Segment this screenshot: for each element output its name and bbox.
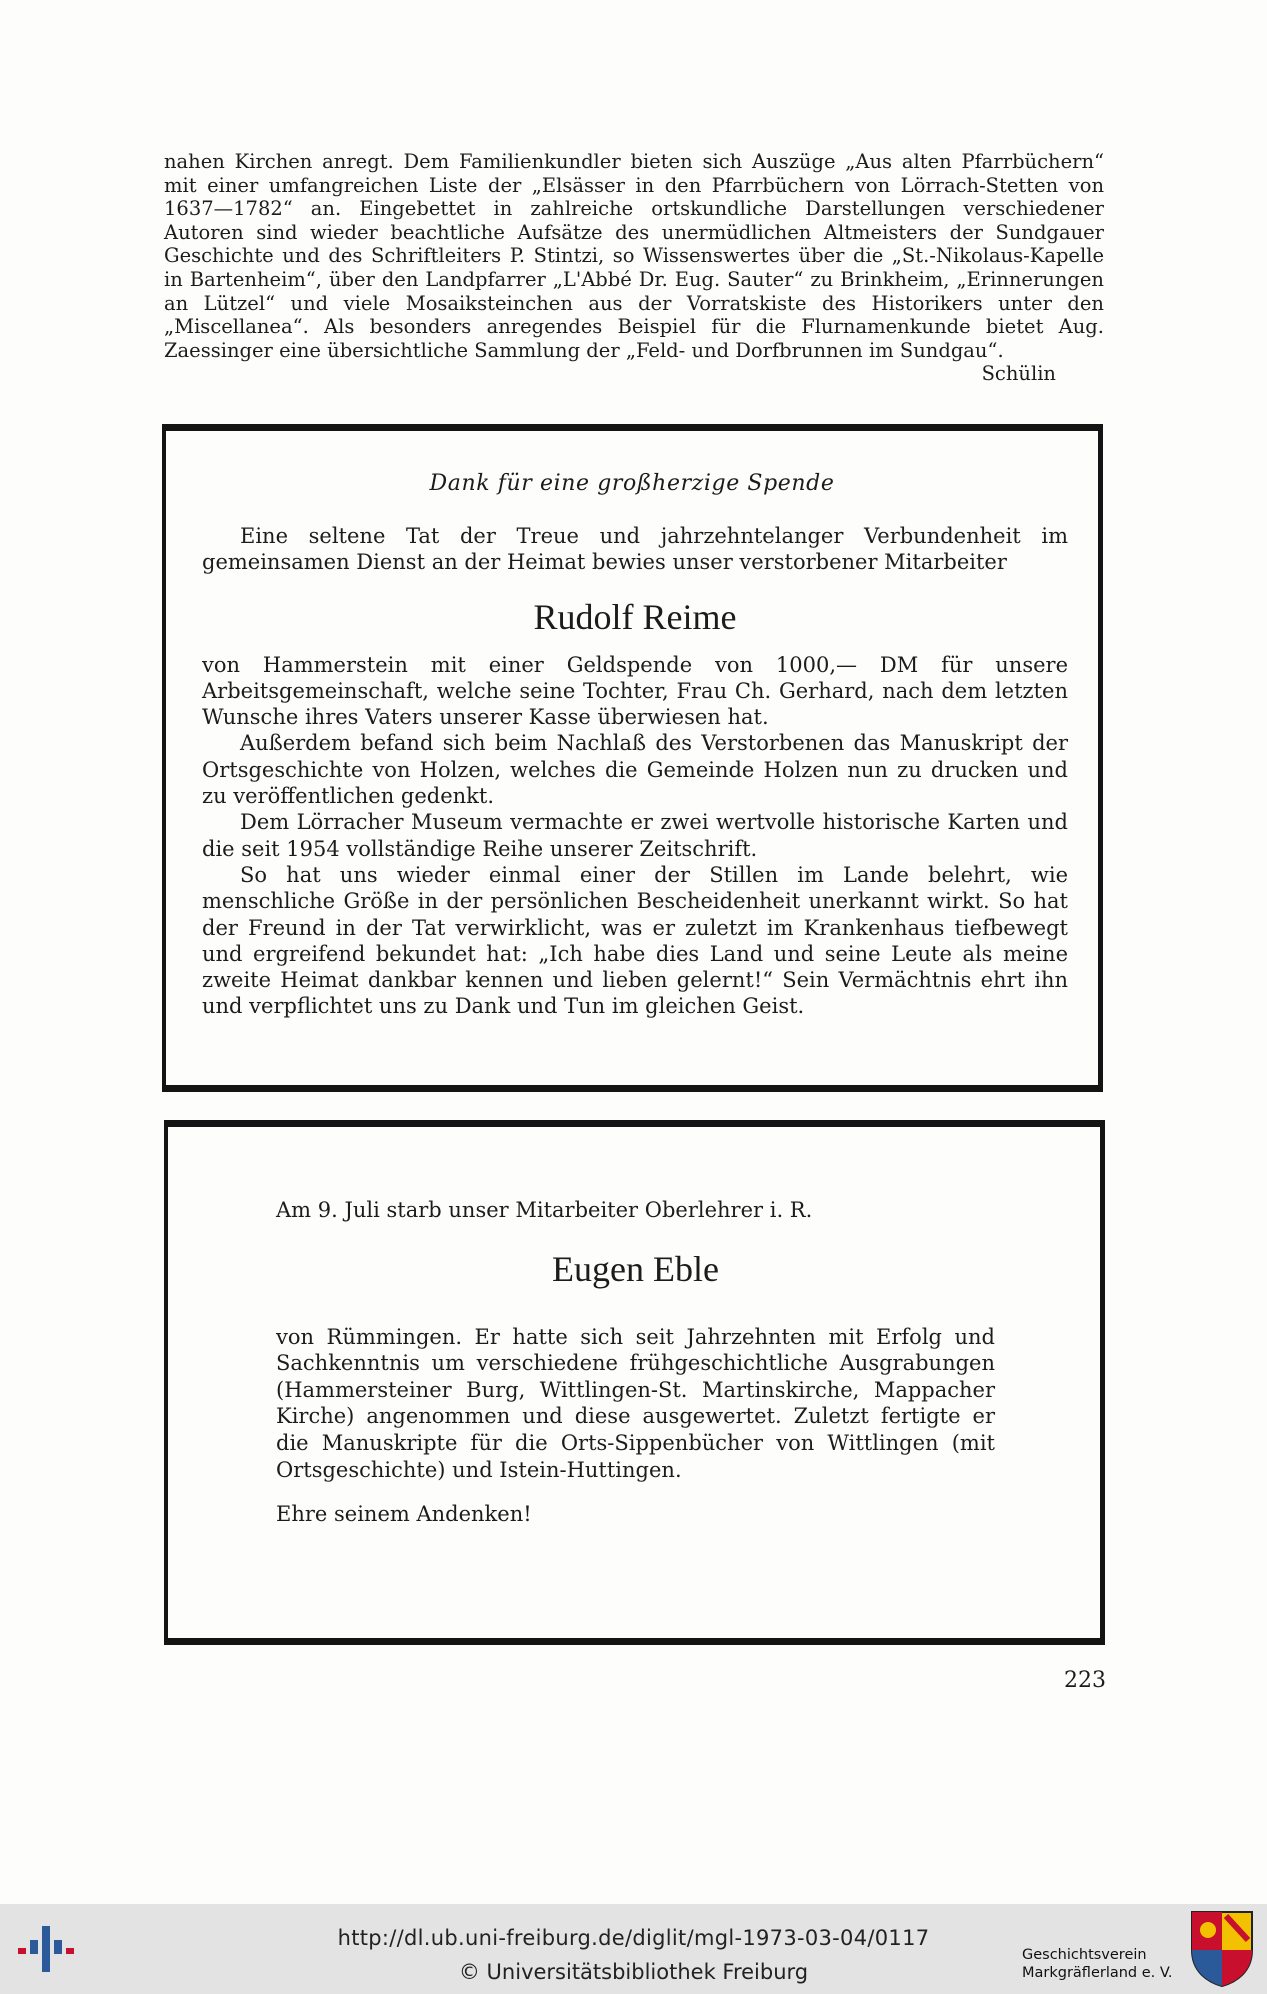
donation-heading: Dank für eine großherzige Spende xyxy=(429,471,835,496)
review-paragraph: nahen Kirchen anregt. Dem Familienkundler bieten sich Auszüge „Aus alten Pfarrbüchern“ mit einer umfangreichen Liste der „Elsässer in den Pfarrbüchern von Lörrach-Stetten von 1637—1782“ an. Eingebettet in zahlreiche ortskundliche Darstellungen verschiedener Autoren sind wieder beachtliche Aufsätze des unermüdlichen Altmeisters der Sundgauer Geschichte und des Schriftleiters P. Stintzi, so Wissenswertes über die „St.-Nikolaus-Kapelle in Bartenheim“, über den Landpfarrer „L'Abbé Dr. Eug. Sauter“ zu Brinkheim, „Erinnerungen an Lützel“ und viele Mosaiksteinchen aus der Vorratskiste des Historikers unter den „Miscellanea“. Als besonders anregendes Beispiel für die Flurnamenkunde bietet Aug. Zaessinger eine übersichtliche Sammlung der „Feld- und Dorfbrunnen im Sundgau“. xyxy=(164,150,1104,362)
coat-of-arms-icon xyxy=(1190,1910,1254,1988)
copyright-notice: © Universitätsbibliothek Freiburg xyxy=(458,1960,809,1984)
donation-paragraph-4: So hat uns wieder einmal einer der Stillen im Lande belehrt, wie menschliche Größe in der persönlichen Bescheidenheit unerkannt wirkt. So hat der Freund in der Tat verwirklicht, was er zuletzt im Krankenhaus tiefbewegt und ergreifend bekundet hat: „Ich habe dies Land und seine Leute als meine zweite Heimat dankbar kennen und lieben gelernt!“ Sein Vermächtnis ehrt ihn und verpflichtet uns zu Dank und Tun im gleichen Geist. xyxy=(202,862,1068,1019)
donation-paragraph-1: von Hammerstein mit einer Geldspende von 1000,— DM für unsere Arbeitsgemeinschaft, welche seine Tochter, Frau Ch. Gerhard, nach dem letzten Wunsche ihres Vaters unserer Kasse überwiesen hat. xyxy=(202,652,1068,730)
obituary-closing: Ehre seinem Andenken! xyxy=(276,1502,532,1527)
obituary-notice-box xyxy=(164,1120,1105,1645)
review-text-block xyxy=(164,150,1104,386)
donation-body xyxy=(202,523,1068,1020)
donation-paragraph-3: Dem Lörracher Museum vermachte er zwei wertvolle historische Karten und die seit 1954 vollständige Reihe unserer Zeitschrift. xyxy=(202,810,1068,861)
obituary-body xyxy=(276,1197,995,1528)
donor-name: Rudolf Reime xyxy=(533,596,737,637)
obituary-paragraph: von Rümmingen. Er hatte sich seit Jahrzehnten mit Erfolg und Sachkenntnis um verschiedene frühgeschichtliche Ausgrabungen (Hammersteiner Burg, Wittlingen-St. Martinskirche, Mappacher Kirche) angenommen und diese ausgewertet. Zuletzt fertigte er die Manuskripte für die Orts-Sippenbücher von Wittlingen (mit Ortsgeschichte) und Istein-Huttingen. xyxy=(276,1324,995,1482)
page-number: 223 xyxy=(1064,1668,1106,1693)
donation-intro: Eine seltene Tat der Treue und jahrzehntelanger Verbundenheit im gemeinsamen Dienst an der Heimat bewies unser verstorbener Mitarbeiter xyxy=(202,524,1068,575)
review-signature: Schülin xyxy=(981,362,1056,386)
viewer-footer xyxy=(0,1904,1267,1994)
donation-paragraph-2: Außerdem befand sich beim Nachlaß des Verstorbenen das Manuskript der Ortsgeschichte von Holzen, welches die Gemeinde Holzen nun zu drucken und zu veröffentlichen gedenkt. xyxy=(202,731,1068,809)
obituary-intro: Am 9. Juli starb unser Mitarbeiter Oberlehrer i. R. xyxy=(276,1198,813,1222)
society-name xyxy=(1022,1946,1173,1982)
donation-notice-box xyxy=(162,424,1103,1092)
society-name-line-1: Geschichtsverein xyxy=(1022,1947,1147,1963)
deceased-name: Eugen Eble xyxy=(552,1248,719,1289)
society-name-line-2: Markgräflerland e. V. xyxy=(1022,1965,1173,1981)
permalink-url[interactable]: http://dl.ub.uni-freiburg.de/diglit/mgl-1973-03-04/0117 xyxy=(337,1926,930,1950)
